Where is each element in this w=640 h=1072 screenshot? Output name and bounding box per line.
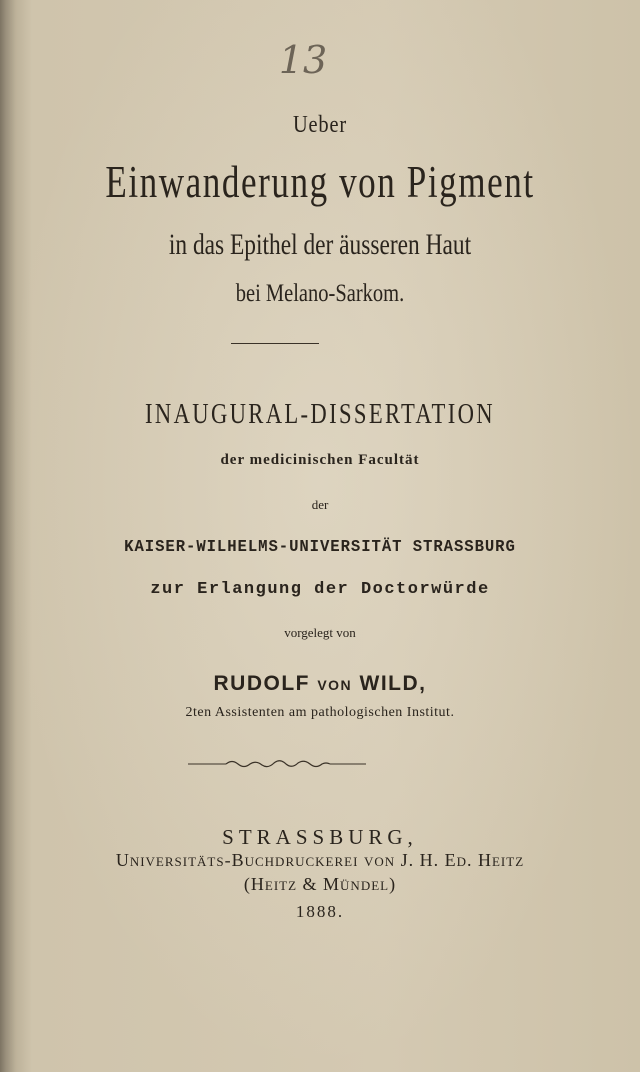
author-name bbox=[0, 672, 640, 696]
author-position: 2ten Assistenten am pathologischen Institut. bbox=[185, 705, 455, 720]
divider-rule bbox=[231, 343, 319, 344]
title-subtitle: in das Epithel der äusseren Haut bbox=[168, 228, 472, 261]
title-main: Einwanderung von Pigment bbox=[105, 157, 535, 207]
ornamental-divider bbox=[188, 757, 366, 771]
faculty-line: der medicinischen Facultät bbox=[220, 452, 420, 468]
author-name-particle: VON bbox=[317, 677, 353, 693]
document-type: INAUGURAL-DISSERTATION bbox=[145, 398, 495, 430]
imprint-city: STRASSBURG, bbox=[222, 825, 418, 849]
imprint-printer: Universitäts-Buchdruckerei von J. H. Ed. Heitz bbox=[115, 850, 525, 870]
author-last-name: WILD, bbox=[359, 672, 427, 695]
author-first-name: RUDOLF bbox=[213, 672, 310, 695]
connector-der: der bbox=[311, 497, 329, 512]
imprint-printer-owners: (Heitz & Mündel) bbox=[243, 874, 397, 894]
university-name: KAISER-WILHELMS-UNIVERSITÄT STRASSBURG bbox=[124, 538, 516, 557]
handwritten-page-number: 13 bbox=[278, 38, 328, 82]
title-intro: Ueber bbox=[292, 112, 348, 138]
title-subtitle-2: bei Melano-Sarkom. bbox=[235, 280, 405, 307]
purpose-line: zur Erlangung der Doctorwürde bbox=[150, 580, 490, 599]
imprint-year: 1888. bbox=[295, 902, 345, 921]
presented-by: vorgelegt von bbox=[284, 625, 356, 640]
